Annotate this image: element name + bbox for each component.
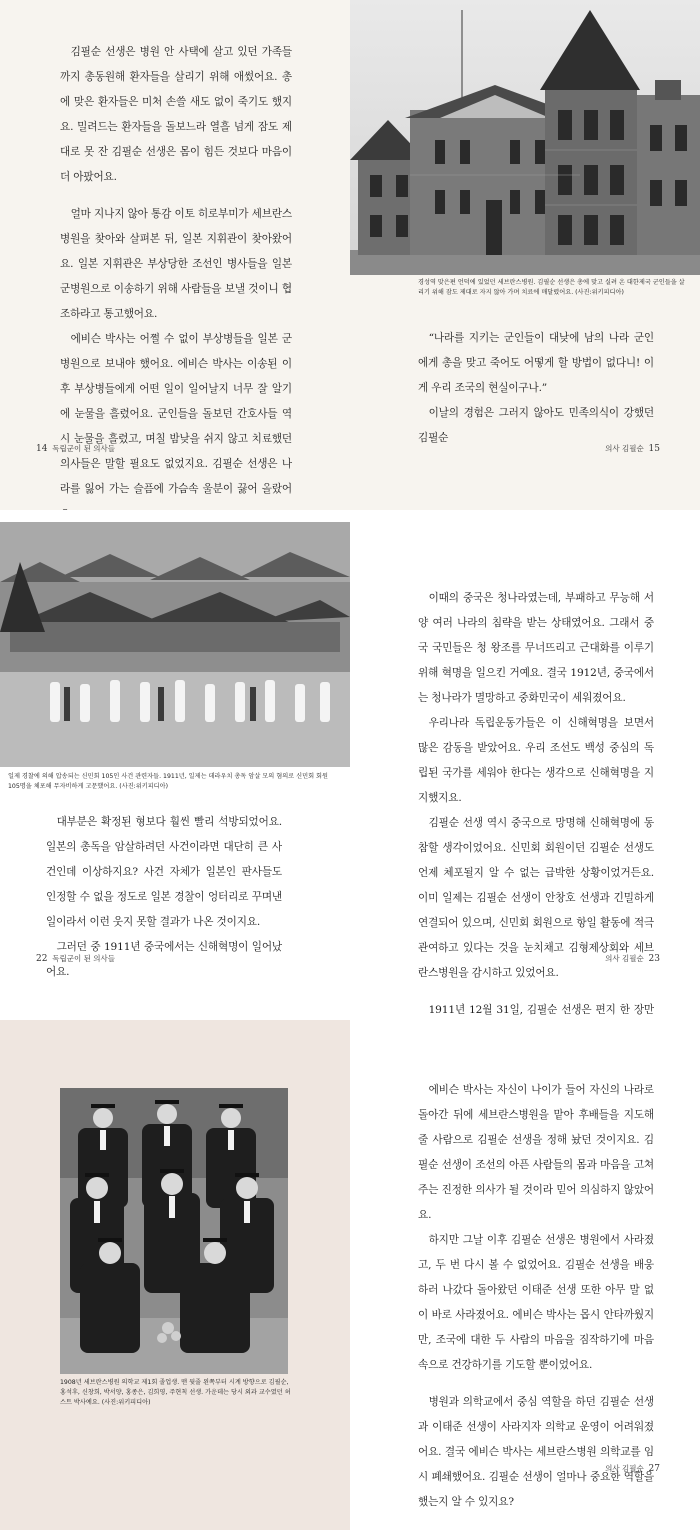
page-footer-27 xyxy=(605,1463,660,1474)
paragraph: 하지만 그날 이후 김필순 선생은 병원에서 사라졌고, 두 번 다시 볼 수 없었어요. 김필순 선생을 배웅하러 나갔다 돌아왔던 이태준 선생 또한 아무 말 없이 바로 사라졌어요. 에비슨 박사는 몹시 안타까웠지만, 조국에 대한 두 사람의 마음을 짐작하기에 마음속으로 건강하기를 기도할 뿐이었어요. xyxy=(418,1234,654,1371)
paragraph: 그러던 중 1911년 중국에서는 신해혁명이 일어났어요. xyxy=(46,941,282,978)
page-27 xyxy=(350,1020,700,1530)
hospital-building-photo xyxy=(350,0,700,275)
running-title: 의사 김필순 xyxy=(605,444,644,453)
page-27-body xyxy=(418,1078,654,1515)
photo-caption: 경성역 맞은편 언덕에 있었던 세브란스병원. 김필순 선생은 총에 맞고 실려 온 대한제국 군인들을 살리기 위해 잠도 제대로 자지 않아 가며 치료에 매달렸어요. (사진:위키피디아) xyxy=(418,279,685,296)
page-footer-23 xyxy=(605,953,660,964)
running-title: 의사 김필순 xyxy=(605,954,644,963)
page-14 xyxy=(0,0,350,510)
running-title: 독립군이 된 의사들 xyxy=(52,444,115,453)
photo-caption: 1908년 세브란스병원 의학교 제1회 졸업생. 맨 뒷줄 왼쪽부터 시계 방향으로 김필순, 홍석후, 신창희, 박서양, 홍종은, 김희영, 주현칙 선생. 가운데는 당시 외과 교수였던 허스트 박사예요. (사진:위키피디아) xyxy=(60,1379,291,1406)
page-footer-22 xyxy=(36,953,115,964)
paragraph: 이날의 경험은 그러지 않아도 민족의식이 강했던 김필순 xyxy=(418,407,654,444)
paragraph: 이때의 중국은 청나라였는데, 부패하고 무능해 서양 여러 나라의 침략을 받는 상태였어요. 그래서 중국 국민들은 청 왕조를 무너뜨리고 근대화를 이루기 위해 혁명을 일으킨 거예요. 결국 1912년, 중국에서는 청나라가 멸망하고 중화민국이 세워졌어요. xyxy=(418,592,654,704)
running-title: 독립군이 된 의사들 xyxy=(52,954,115,963)
spread-1 xyxy=(0,0,700,510)
page-number: 15 xyxy=(648,444,660,454)
paragraph: 1911년 12월 31일, 김필순 선생은 편지 한 장만 xyxy=(428,1004,654,1016)
page-15 xyxy=(350,0,700,510)
spread-2 xyxy=(0,510,700,1020)
quote: “나라를 지키는 군인들이 대낮에 남의 나라 군인에게 총을 맞고 죽어도 어떻게 할 방법이 없다니! 이게 우리 조국의 현실이구나.” xyxy=(418,332,654,394)
page-number: 27 xyxy=(648,1464,660,1474)
page-23 xyxy=(350,510,700,1020)
graduates-group-photo xyxy=(60,1088,288,1374)
paragraph: 김필순 선생은 병원 안 사택에 살고 있던 가족들까지 총동원해 환자들을 살리기 위해 애썼어요. 총에 맞은 환자들은 미처 손쓸 새도 없이 죽기도 했지요. 밀려드는 환자들을 돌보느라 열흘 넘게 잠도 제대로 못 잔 김필순 선생은 몸이 힘든 것보다 마음이 더 아팠어요. xyxy=(60,46,292,183)
paragraph: 얼마 지나지 않아 통감 이토 히로부미가 세브란스병원을 찾아와 살펴본 뒤, 일본 지휘관이 찾아왔어요. 일본 지휘관은 부상당한 조선인 병사들을 일본 군병원으로 이송하기 위해 사람들을 보낼 것이니 협조하라고 통고했어요. xyxy=(60,208,292,320)
paragraph: 에비슨 박사는 자신이 나이가 들어 자신의 나라로 돌아간 뒤에 세브란스병원을 맡아 후배들을 지도해 줄 사람으로 김필순 선생을 정해 놨던 것이지요. 김필순 선생이 조선의 아픈 사람들의 몸과 마음을 고쳐 주는 진정한 의사가 될 것이라 믿어 의심하지 않았어요. xyxy=(418,1084,654,1221)
page-22 xyxy=(0,510,350,1020)
paragraph: 에비슨 박사는 어쩔 수 없이 부상병들을 일본 군병원으로 보내야 했어요. 에비슨 박사는 이송된 이후 부상병들에게 어떤 일이 일어날지 너무 잘 알기에 눈물을 흘렸어요. 군인들을 돌보던 간호사들 역시 눈물을 흘렸고, 며칠 밤낮을 쉬지 않고 치료했던 의사들은 말할 필요도 없었지요. 김필순 선생은 나라를 잃어 가는 슬픔에 가슴속 울분이 끓어 올랐어 xyxy=(60,333,292,495)
paragraph: 김필순 선생 역시 중국으로 망명해 신해혁명에 동참할 생각이었어요. 신민회 회원이던 김필순 선생도 언제 체포될지 알 수 없는 급박한 상황이었거든요. 이미 일제는 김필순 선생이 안창호 선생과 긴밀하게 연결되어 있으며, 신민회 회원으로 항일 활동에 적극 관여하고 있다는 것을 눈치채고 김형제상회와 세브란스병원을 감시하고 있었어요. xyxy=(418,817,654,979)
page-26 xyxy=(0,1020,350,1530)
page-number: 23 xyxy=(648,954,660,964)
paragraph: 병원과 의학교에서 중심 역할을 하던 김필순 선생과 이태준 선생이 사라지자 의학교 운영이 어려워졌어요. 결국 에비슨 박사는 세브란스병원 의학교를 임시 폐쇄했어요. 김필순 선생이 얼마나 중요한 역할을 했는지 알 수 있지요? xyxy=(418,1396,654,1508)
page-15-body xyxy=(418,326,654,451)
page-23-body xyxy=(418,586,654,1048)
photo-caption: 일제 경찰에 의해 압송되는 신민회 105인 사건 관련자들. 1911년, 일제는 데라우치 총독 암살 모의 혐의로 신민회 회원 105명을 체포해 무자비하게 고문했어요. (사진:위키피디아) xyxy=(8,773,328,790)
arrest-procession-photo xyxy=(0,522,350,767)
page-footer-14 xyxy=(36,443,115,454)
running-title: 의사 김필순 xyxy=(605,1464,644,1473)
paragraph: 대부분은 확정된 형보다 훨씬 빨리 석방되었어요. 일본의 총독을 암살하려던 사건이라면 대단히 큰 사건인데 이상하지요? 사건 자체가 일본인 판사들도 인정할 수 없을 정도로 일본 경찰이 엉터리로 꾸며낸 일이라서 이런 웃지 못할 결과가 나온 것이지요. xyxy=(46,816,282,928)
paragraph: 우리나라 독립운동가들은 이 신해혁명을 보면서 많은 감동을 받았어요. 우리 조선도 백성 중심의 독립된 국가를 세워야 한다는 생각으로 신해혁명을 지지했지요. xyxy=(418,717,654,804)
spread-3 xyxy=(0,1020,700,1530)
page-footer-15 xyxy=(605,443,660,454)
page-number: 14 xyxy=(36,444,48,454)
page-number: 22 xyxy=(36,954,48,964)
